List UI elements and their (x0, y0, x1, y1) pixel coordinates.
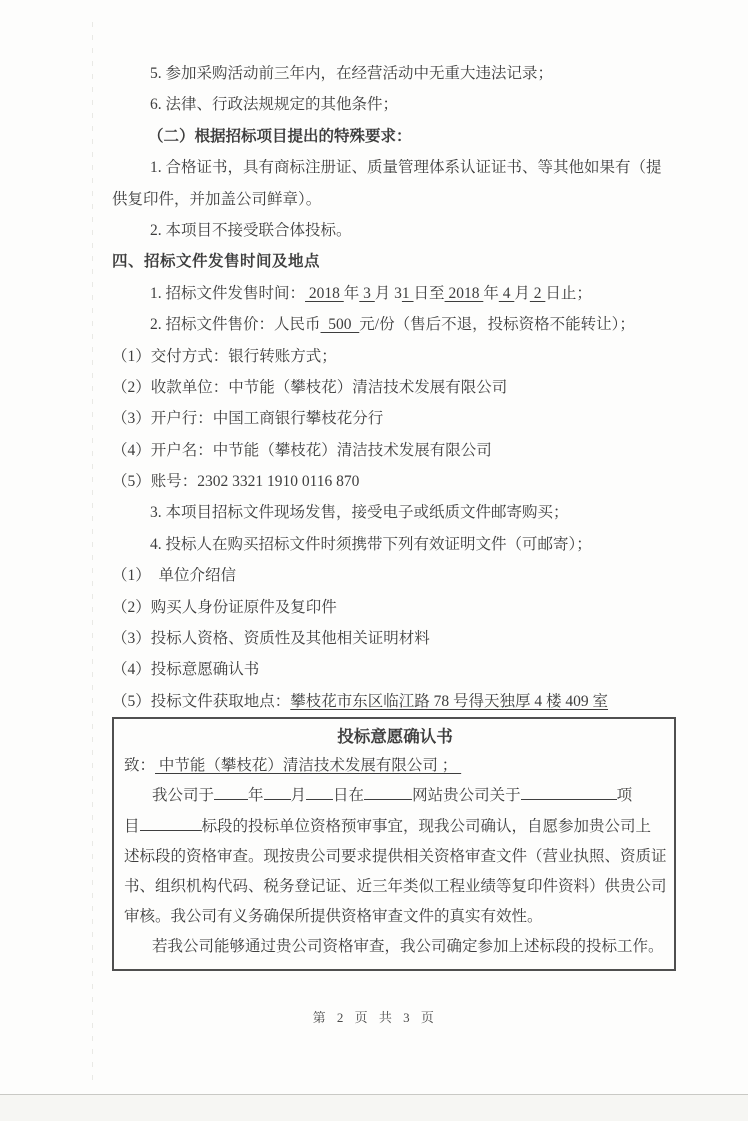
text-segment: 1. 合格证书，具有商标注册证、质量管理体系认证证书、等其他如果有（提 (150, 159, 662, 177)
text-line (112, 466, 690, 497)
text-segment: 四、招标文件发售时间及地点 (112, 253, 321, 271)
scan-background-strip (0, 1095, 748, 1121)
blank-field (140, 815, 202, 831)
text-segment: 年 (248, 787, 264, 805)
text-line (124, 842, 666, 872)
blank-field (306, 785, 333, 801)
text-segment: 4 (498, 284, 515, 302)
text-segment: 2018 (444, 284, 484, 302)
text-segment: （二）根据招标项目提出的特殊要求： (148, 127, 412, 145)
text-segment: （3）开户行：中国工商银行攀枝花分行 (112, 410, 384, 428)
blank-field (521, 785, 617, 801)
text-line (112, 623, 690, 654)
text-segment: （1）交付方式：银行转账方式； (112, 347, 337, 365)
text-segment: 年 (343, 284, 360, 302)
text-segment: 审核。我公司有义务确保所提供资格审查文件的真实有效性。 (124, 908, 543, 926)
blank-field (214, 785, 248, 801)
text-line (112, 89, 690, 120)
text-segment: 日止； (545, 284, 592, 302)
text-segment: （3）投标人资格、资质性及其他相关证明材料 (112, 630, 430, 648)
text-line (112, 560, 690, 591)
text-segment: 标段的投标单位资格预审事宜，现我公司确认，自愿参加贵公司上 (201, 817, 652, 835)
text-segment: （1） 单位介绍信 (112, 567, 237, 585)
text-segment: 日至 (413, 284, 445, 302)
text-line (112, 403, 690, 434)
text-line (112, 309, 690, 340)
text-segment: 元/份（售后不退，投标资格不能转让）； (359, 316, 635, 334)
text-line (124, 812, 666, 842)
text-line (112, 372, 690, 403)
blank-field (264, 785, 291, 801)
text-segment: 若我公司能够通过贵公司资格审查，我公司确定参加上述标段的投标工作。 (152, 938, 664, 956)
text-segment: 年 (483, 284, 499, 302)
text-segment: （5）账号：2302 3321 1910 0116 870 (112, 473, 360, 491)
text-segment: 3. 本项目招标文件现场发售，接受电子或纸质文件邮寄购买； (150, 504, 569, 522)
text-segment: 致： (124, 757, 156, 775)
text-line (112, 246, 690, 277)
text-segment: 月 3 (374, 284, 402, 302)
text-segment: 供复印件，并加盖公司鲜章）。 (112, 190, 322, 208)
confirmation-letter-title: 投标意愿确认书 (337, 727, 453, 747)
text-segment: 中节能（攀枝花）清洁技术发展有限公司 ； (155, 757, 462, 775)
text-segment: 2018 (305, 284, 344, 302)
text-line (112, 58, 690, 89)
text-line (112, 278, 690, 309)
document-body (112, 58, 690, 717)
text-segment: 1 (401, 284, 414, 302)
text-segment: 日在 (333, 787, 365, 805)
text-line (112, 497, 690, 528)
text-segment: 5. 参加采购活动前三年内，在经营活动中无重大违法记录； (150, 65, 554, 82)
confirmation-letter-box (112, 717, 676, 970)
text-line (112, 184, 690, 215)
text-segment: 网站贵公司关于 (412, 787, 521, 805)
text-line (112, 529, 690, 560)
text-segment: 2. 招标文件售价：人民币 (150, 316, 321, 334)
text-line (124, 932, 666, 962)
text-segment: （4）开户名：中节能（攀枝花）清洁技术发展有限公司 (112, 441, 492, 459)
text-line (112, 686, 690, 717)
text-segment: 500 (320, 316, 360, 334)
text-segment: 目 (124, 817, 140, 835)
text-line (112, 152, 690, 183)
text-segment: 6. 法律、行政法规规定的其他条件； (150, 96, 399, 114)
text-segment: 攀枝花市东区临江路 78 号得天独厚 4 楼 409 室 (290, 692, 609, 710)
text-line (124, 751, 666, 781)
document-content (112, 58, 690, 971)
text-segment: 我公司于 (152, 787, 215, 805)
text-line (124, 902, 666, 932)
text-segment: 2. 本项目不接受联合体投标。 (150, 221, 352, 239)
text-segment: （2）收款单位：中节能（攀枝花）清洁技术发展有限公司 (112, 378, 508, 396)
text-line (112, 121, 690, 152)
text-segment: 月 (514, 284, 530, 302)
page-fold-line (92, 22, 93, 1081)
text-segment: 述标段的资格审查。现按贵公司要求提供相关资格审查文件（营业执照、资质证 (124, 847, 667, 865)
text-segment: 3 (359, 284, 375, 302)
text-line (124, 781, 666, 811)
text-line (112, 592, 690, 623)
text-segment: 2 (529, 284, 546, 302)
text-segment: （2）购买人身份证原件及复印件 (112, 598, 337, 616)
page-number: 第 2 页 共 3 页 (312, 1010, 436, 1025)
confirmation-letter-body (124, 751, 666, 962)
blank-field (364, 785, 412, 801)
text-line (124, 872, 666, 902)
text-line (112, 215, 690, 246)
text-segment: 书、组织机构代码、税务登记证、近三年类似工程业绩等复印件资料）供贵公司 (124, 877, 667, 895)
text-segment: 项 (616, 787, 633, 805)
text-line (112, 435, 690, 466)
text-segment: 月 (290, 787, 307, 805)
text-line (112, 654, 690, 685)
text-segment: （5）投标文件获取地点： (112, 692, 291, 710)
text-segment: 1. 招标文件发售时间： (150, 284, 306, 302)
text-segment: 4. 投标人在购买招标文件时须携带下列有效证明文件（可邮寄）； (150, 535, 592, 553)
text-line (112, 341, 690, 372)
text-segment: （4）投标意愿确认书 (112, 661, 260, 679)
